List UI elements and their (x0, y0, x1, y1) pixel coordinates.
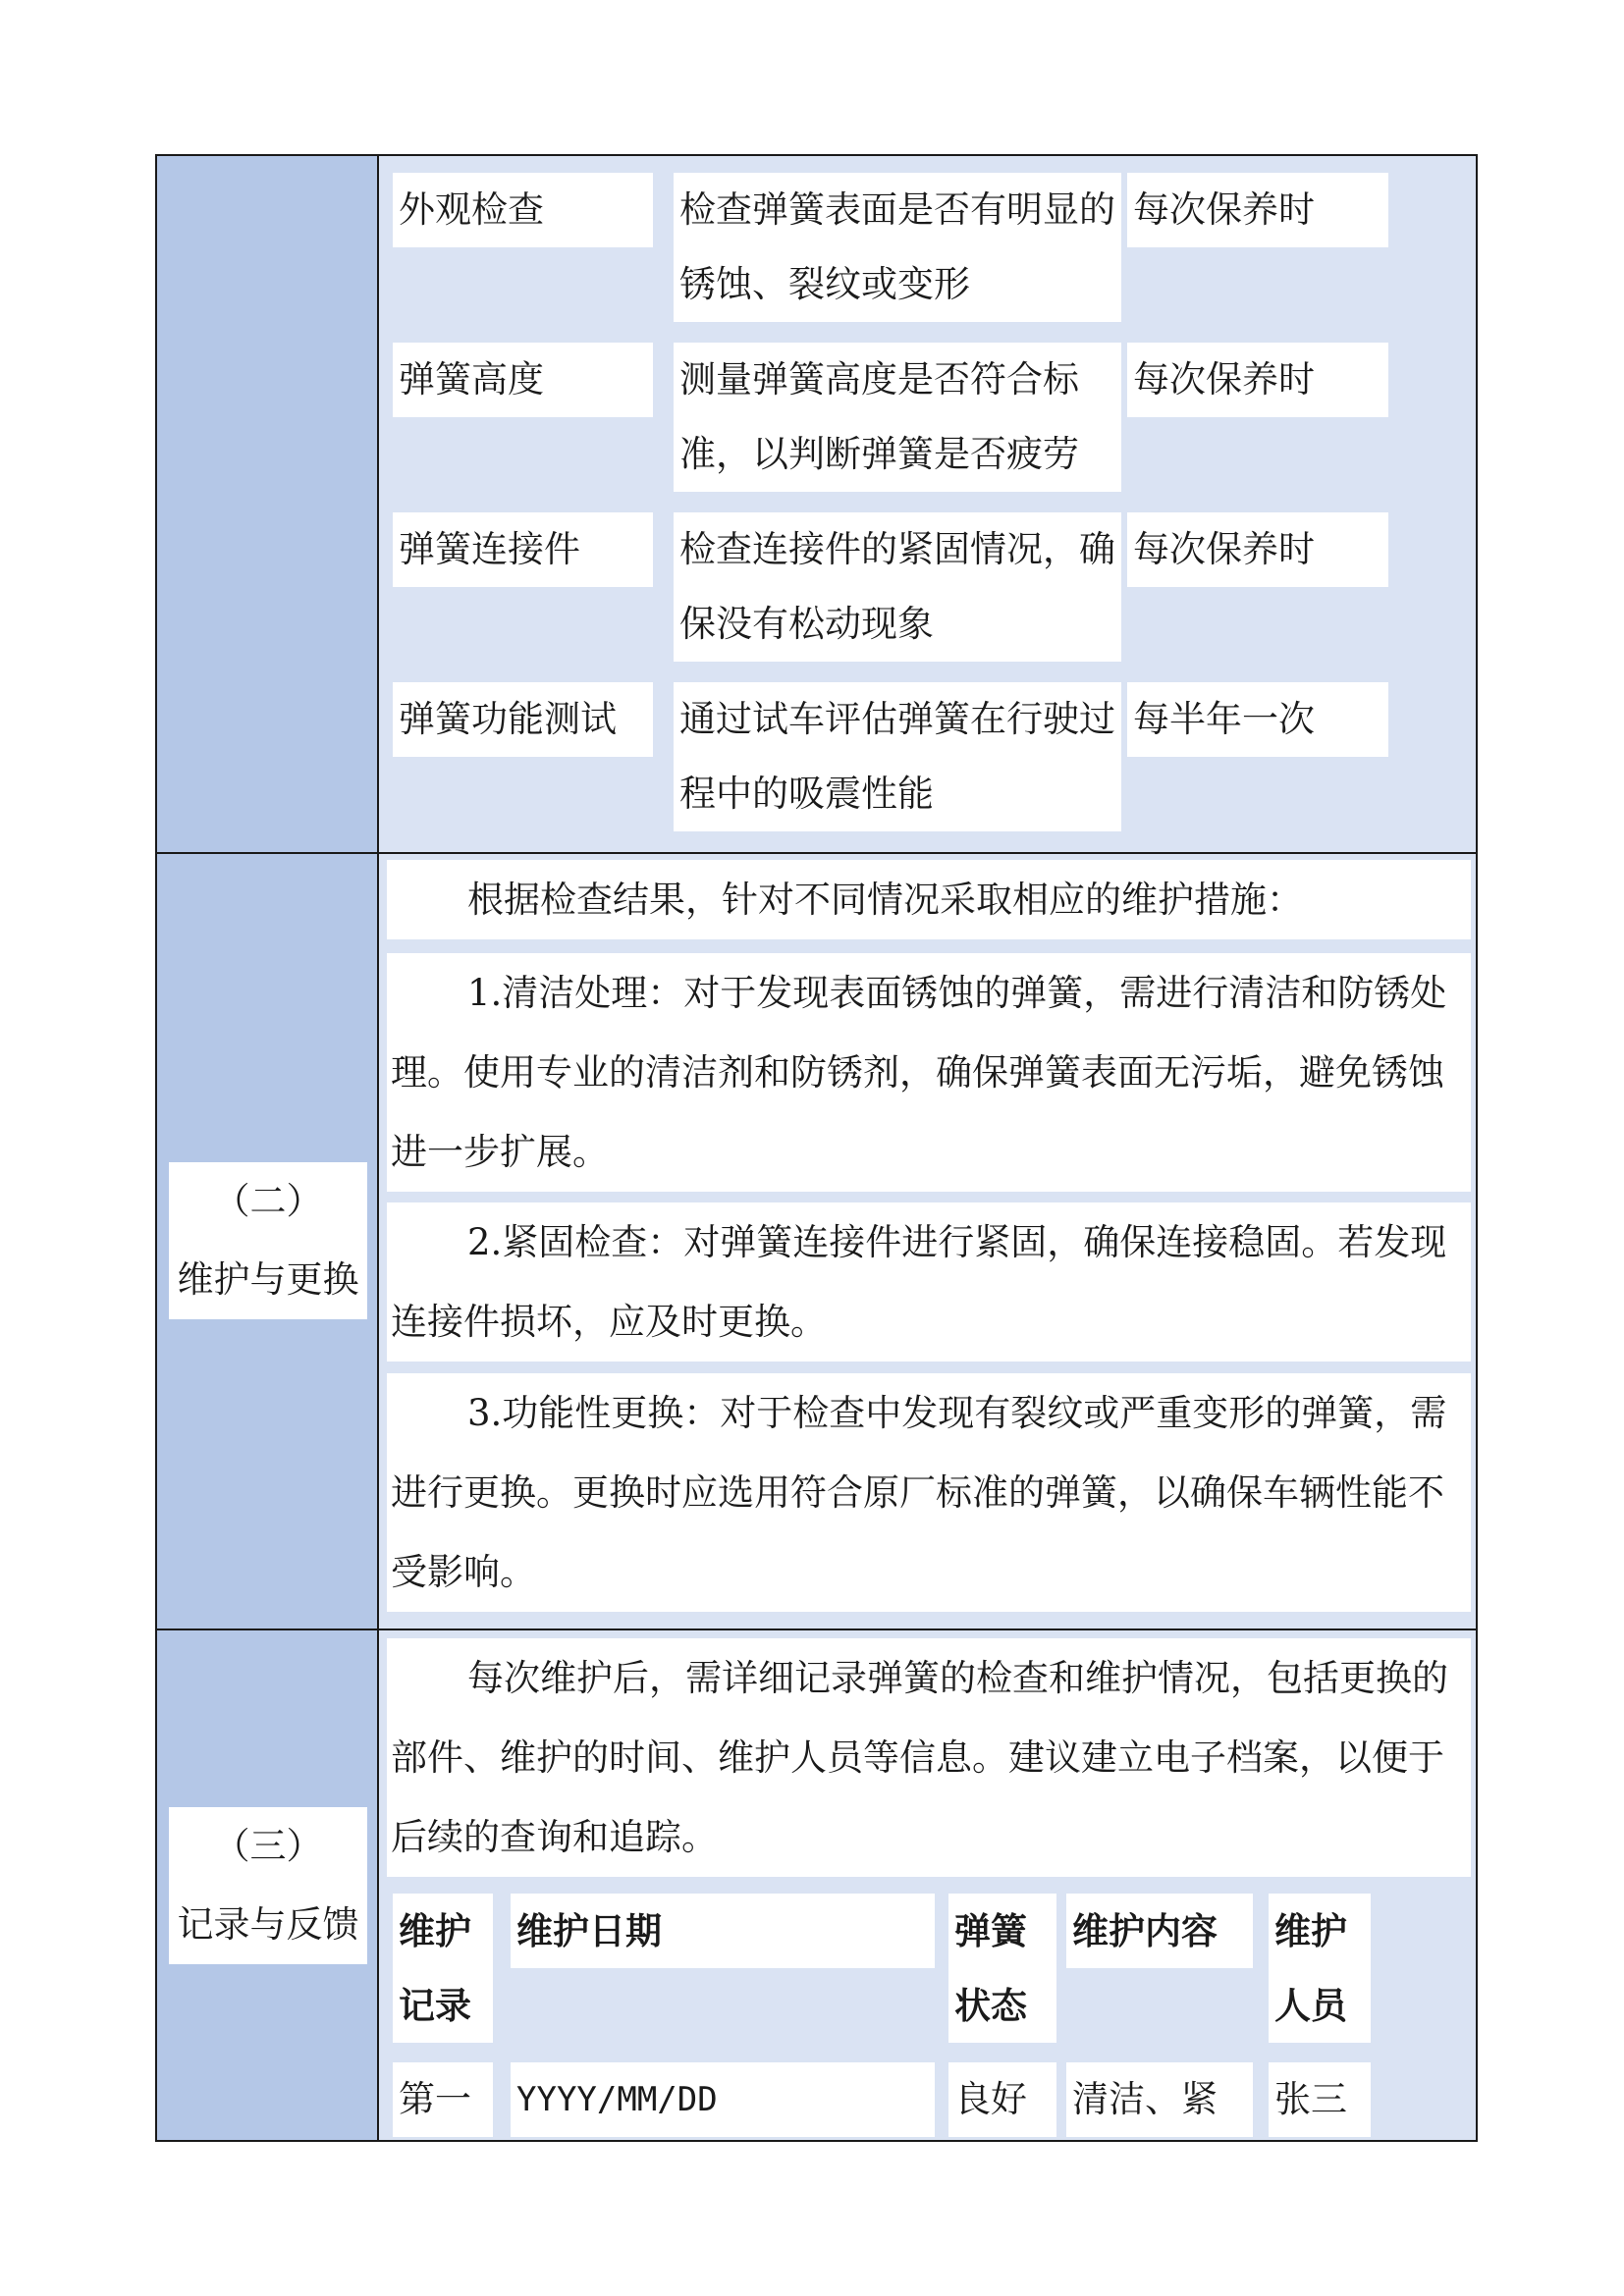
record-label (169, 1807, 367, 1964)
maintenance-label-cell (157, 854, 379, 1629)
inspection-cycle: 每次保养时 (1127, 173, 1388, 247)
record-data-cell: 第一 (393, 2062, 493, 2137)
maintenance-item: 1.清洁处理：对于发现表面锈蚀的弹簧，需进行清洁和防锈处理。使用专业的清洁剂和防锈剂，确保弹簧表面无污垢，避免锈蚀进一步扩展。 (387, 953, 1471, 1192)
maintenance-label-number: （二） (213, 1180, 323, 1222)
record-header-cell: 维护日期 (511, 1894, 935, 1968)
maintenance-intro: 根据检查结果，针对不同情况采取相应的维护措施： (387, 860, 1471, 939)
inspection-content: 通过试车评估弹簧在行驶过程中的吸震性能 (674, 682, 1121, 831)
inspection-label-cell (157, 156, 379, 852)
record-content-cell (379, 1630, 1476, 2140)
inspection-item: 弹簧连接件 (393, 512, 653, 587)
inspection-cycle: 每半年一次 (1127, 682, 1388, 757)
inspection-cycle: 每次保养时 (1127, 343, 1388, 417)
maintenance-label-title: 维护与更换 (177, 1258, 359, 1301)
inspection-content: 检查弹簧表面是否有明显的锈蚀、裂纹或变形 (674, 173, 1121, 322)
maintenance-section (157, 854, 1476, 1630)
record-label-title: 记录与反馈 (177, 1903, 359, 1946)
record-header-cell: 维护记录 (393, 1894, 493, 2043)
record-header-cell: 弹簧状态 (948, 1894, 1056, 2043)
inspection-content: 测量弹簧高度是否符合标准，以判断弹簧是否疲劳 (674, 343, 1121, 492)
maintenance-item: 3.功能性更换：对于检查中发现有裂纹或严重变形的弹簧，需进行更换。更换时应选用符合原厂标准的弹簧，以确保车辆性能不受影响。 (387, 1373, 1471, 1612)
record-data-cell: YYYY/MM/DD (511, 2062, 935, 2137)
record-label-number: （三） (213, 1825, 323, 1867)
inspection-item: 弹簧高度 (393, 343, 653, 417)
inspection-section (157, 156, 1476, 854)
maintenance-item: 2.紧固检查：对弹簧连接件进行紧固，确保连接稳固。若发现连接件损坏，应及时更换。 (387, 1202, 1471, 1362)
record-intro: 每次维护后，需详细记录弹簧的检查和维护情况，包括更换的部件、维护的时间、维护人员等信息。建议建立电子档案，以便于后续的查询和追踪。 (387, 1638, 1471, 1877)
record-header-cell: 维护内容 (1066, 1894, 1253, 1968)
inspection-content: 检查连接件的紧固情况，确保没有松动现象 (674, 512, 1121, 662)
inspection-content-cell (379, 156, 1476, 852)
record-data-cell: 良好 (948, 2062, 1056, 2137)
record-data-cell: 张三 (1269, 2062, 1371, 2137)
inspection-cycle: 每次保养时 (1127, 512, 1388, 587)
inspection-item: 外观检查 (393, 173, 653, 247)
record-label-cell (157, 1630, 379, 2140)
document-table (155, 154, 1478, 2142)
record-header-cell: 维护人员 (1269, 1894, 1371, 2043)
record-data-cell: 清洁、紧 (1066, 2062, 1253, 2137)
maintenance-label (169, 1162, 367, 1319)
record-section (157, 1630, 1476, 2140)
maintenance-content-cell (379, 854, 1476, 1629)
inspection-item: 弹簧功能测试 (393, 682, 653, 757)
